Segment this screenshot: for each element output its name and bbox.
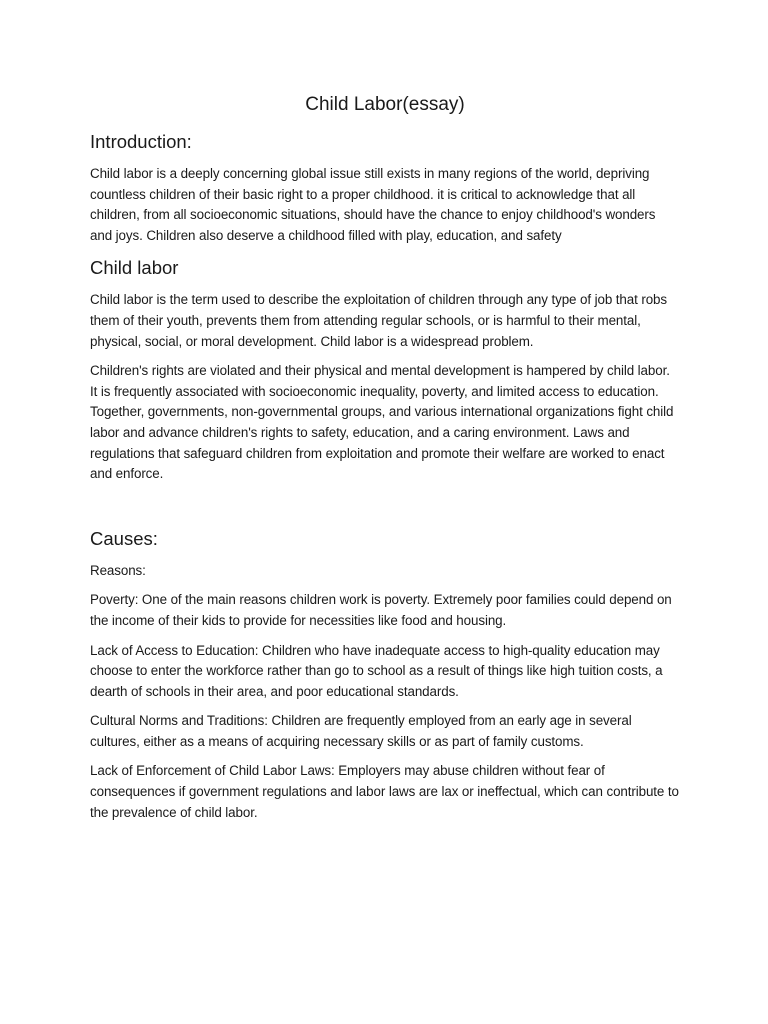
child-labor-paragraph-definition: Child labor is the term used to describe the exploitation of children through any type of job that robs them of their youth, prevents them from attending regular schools, or is harmful to their mental, physical, social, or moral development. Child labor is a widespread problem. [90,292,667,349]
document-body [90,92,680,832]
cause-poverty: Poverty: One of the main reasons children work is poverty. Extremely poor families could depend on the income of their kids to provide for necessities like food and housing. [90,592,672,628]
introduction-paragraph: Child labor is a deeply concerning global issue still exists in many regions of the world, depriving countless children of their basic right to a proper childhood. it is critical to acknowledge that all children, from all socioeconomic situations, should have the chance to enjoy childhood's wonders and joys. Children also deserve a childhood filled with play, education, and safety [90,166,656,243]
section-spacer [90,494,680,526]
section-heading-introduction: Introduction: [90,131,192,152]
child-labor-paragraph-rights: Children's rights are violated and their physical and mental development is hampered by child labor. It is frequently associated with socioeconomic inequality, poverty, and limited access to education. Together, governments, non-governmental groups, and various international organizations fight child labor and advance children's rights to safety, education, and a caring environment. Laws and regulations that safeguard children from exploitation and promote their welfare are worked to enact and enforce. [90,363,674,482]
cause-education-access: Lack of Access to Education: Children who have inadequate access to high-quality education may choose to enter the workforce rather than go to school as a result of things like high tuition costs, a dearth of schools in their area, and poor educational standards. [90,642,663,699]
section-heading-causes: Causes: [90,527,158,549]
cause-law-enforcement: Lack of Enforcement of Child Labor Laws: Employers may abuse children without fear of consequences if government regulations and labor laws are lax or ineffectual, which can contribute to the prevalence of child labor. [90,763,679,820]
section-heading-child-labor: Child labor [90,257,179,279]
cause-cultural-norms: Cultural Norms and Traditions: Children are frequently employed from an early age in several cultures, either as a means of acquiring necessary skills or as part of family customs. [90,713,632,749]
causes-reasons-label: Reasons: [90,562,146,578]
document-title: Child Labor(essay) [305,94,465,115]
